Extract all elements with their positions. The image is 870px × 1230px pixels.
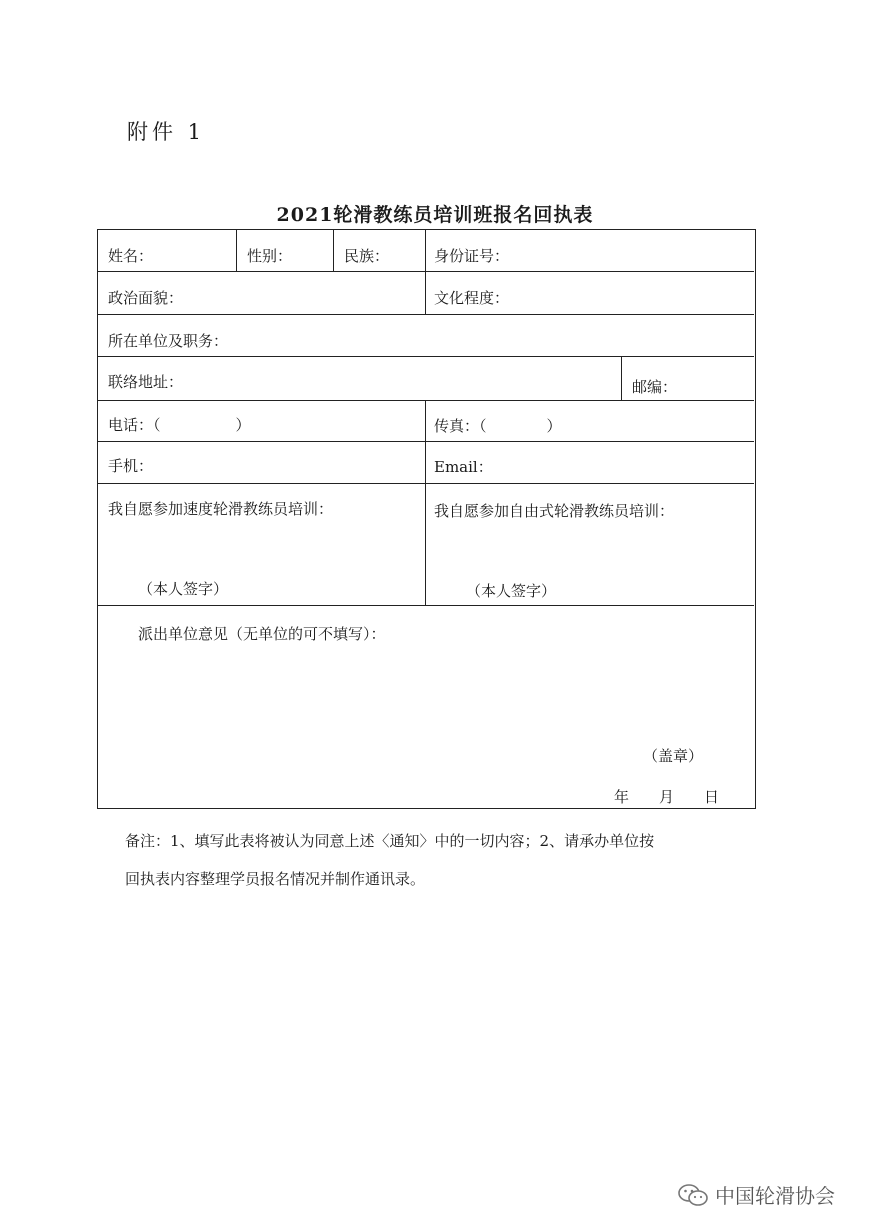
address-label: 联络地址： — [108, 373, 184, 391]
attachment-label: 附件 1 — [127, 120, 206, 144]
wechat-icon — [677, 1182, 709, 1208]
row-divider — [98, 271, 754, 272]
signature-right-label: （本人签字） — [466, 582, 557, 600]
gender-label: 性别： — [247, 247, 293, 265]
watermark-text: 中国轮滑协会 — [715, 1184, 835, 1208]
freestyle-training-label: 我自愿参加自由式轮滑教练员培训： — [434, 502, 675, 520]
row-divider — [98, 483, 754, 484]
name-label: 姓名： — [108, 247, 154, 265]
email-label: Email： — [434, 458, 493, 476]
signature-left-label: （本人签字） — [138, 580, 229, 598]
col-divider — [621, 356, 622, 400]
unit-opinion-label: 派出单位意见（无单位的可不填写）： — [138, 625, 386, 643]
row-divider — [98, 356, 754, 357]
id-number-label: 身份证号： — [434, 247, 510, 265]
speed-training-label: 我自愿参加速度轮滑教练员培训： — [108, 500, 334, 518]
form-title: 2021轮滑教练员培训班报名回执表 — [276, 204, 594, 226]
notes-line-1: 备注：1、填写此表将被认为同意上述〈通知〉中的一切内容；2、请承办单位按 — [125, 832, 655, 850]
col-divider — [425, 230, 426, 314]
workplace-position-label: 所在单位及职务： — [108, 332, 229, 350]
education-label: 文化程度： — [434, 289, 510, 307]
date-label: 年 月 日 — [614, 788, 720, 806]
col-divider — [425, 400, 426, 605]
row-divider — [98, 441, 754, 442]
col-divider — [236, 230, 237, 271]
registration-form-table — [97, 229, 756, 809]
fax-label: 传真：（ ） — [434, 417, 562, 435]
phone-label: 电话：（ ） — [108, 416, 251, 434]
row-divider — [98, 314, 754, 315]
row-divider — [98, 605, 754, 606]
seal-label: （盖章） — [643, 747, 704, 765]
postcode-label: 邮编： — [632, 378, 678, 396]
notes-line-2: 回执表内容整理学员报名情况并制作通讯录。 — [125, 870, 426, 888]
mobile-label: 手机： — [108, 457, 154, 475]
col-divider — [333, 230, 334, 271]
notes — [125, 822, 654, 898]
ethnicity-label: 民族： — [344, 247, 390, 265]
political-status-label: 政治面貌： — [108, 289, 184, 307]
watermark-logo — [677, 1180, 835, 1209]
row-divider — [98, 400, 754, 401]
